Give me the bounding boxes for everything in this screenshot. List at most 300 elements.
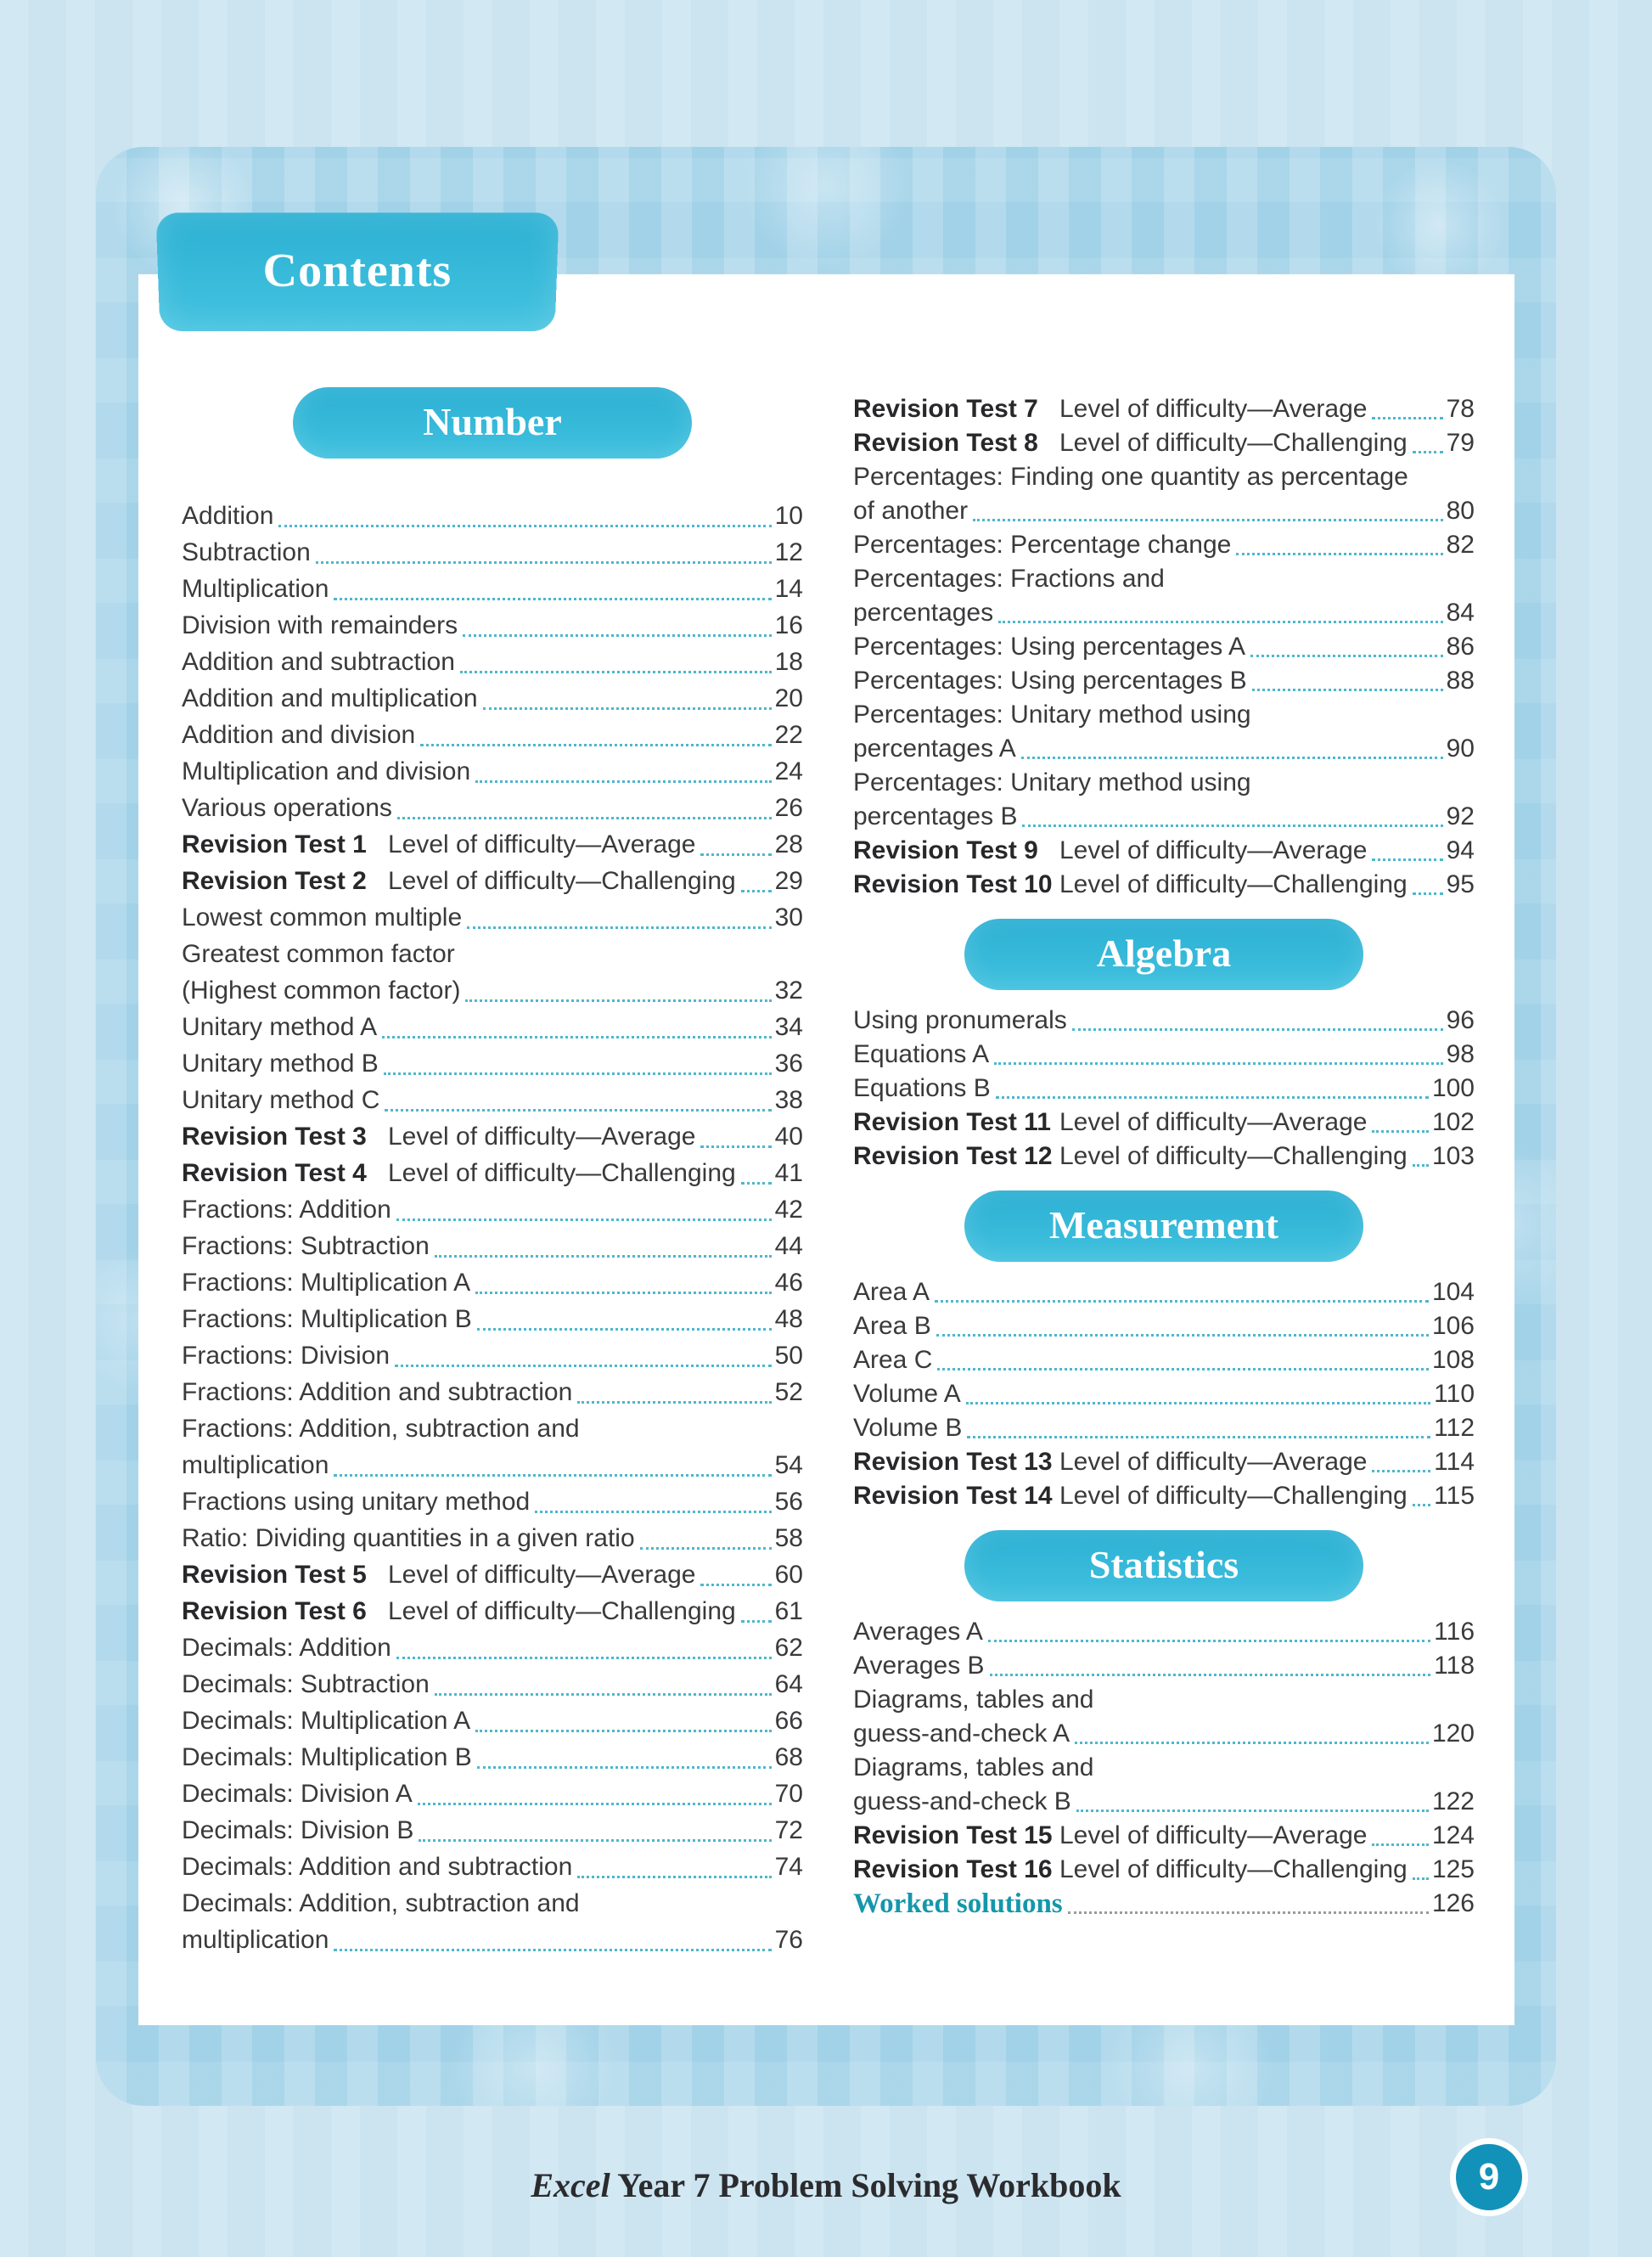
toc-entry-wrapped <box>853 1751 1475 1819</box>
entry-page-number: 46 <box>774 1269 803 1297</box>
entry-title: Averages B <box>853 1652 985 1680</box>
entry-title: Decimals: Subtraction <box>182 1670 430 1698</box>
toc-entry-revision <box>853 868 1475 902</box>
dot-leader <box>1372 858 1442 861</box>
entry-title: Fractions: Multiplication A <box>182 1269 471 1297</box>
entry-title: Division with remainders <box>182 611 458 639</box>
dot-leader <box>435 1693 772 1696</box>
toc-entry <box>182 717 803 753</box>
dot-leader <box>990 1674 1431 1676</box>
entry-page-number: 96 <box>1446 1006 1475 1034</box>
entry-title: Fractions: Division <box>182 1342 391 1370</box>
revision-test-label: Revision Test 14 <box>853 1482 1053 1510</box>
dot-leader <box>418 1803 772 1805</box>
dot-leader <box>1372 417 1442 419</box>
entry-page-number: 94 <box>1446 836 1475 864</box>
dot-leader <box>1072 1028 1443 1031</box>
toc-entry <box>182 1849 803 1885</box>
revision-test-label: Revision Test 9 <box>853 836 1038 864</box>
difficulty-label: Level of difficulty—Average <box>388 1123 696 1151</box>
section-heading: Algebra <box>1096 931 1232 975</box>
toc-entry-revision <box>182 1593 803 1629</box>
entry-page-number: 40 <box>774 1123 803 1151</box>
entry-page-number: 38 <box>774 1086 803 1114</box>
toc-entry-revision <box>853 426 1475 460</box>
dot-leader <box>278 525 771 527</box>
dot-leader <box>419 1839 771 1842</box>
difficulty-label: Level of difficulty—Challenging <box>1059 1855 1408 1883</box>
revision-test-label: Revision Test 10 <box>853 870 1053 898</box>
dot-leader <box>1413 451 1443 453</box>
entry-title: Volume A <box>853 1380 961 1408</box>
entry-page-number: 102 <box>1431 1108 1475 1136</box>
entry-title-line1: Diagrams, tables and <box>853 1686 1094 1714</box>
difficulty-label: Level of difficulty—Challenging <box>1059 1142 1408 1170</box>
dot-leader <box>935 1300 1429 1303</box>
dot-leader <box>477 1766 772 1769</box>
section-pill <box>293 387 692 459</box>
dot-leader <box>1372 1470 1430 1472</box>
entry-title: Multiplication and division <box>182 757 471 785</box>
dot-leader <box>1413 1504 1430 1506</box>
entry-title-line2: (Highest common factor) <box>182 977 461 1005</box>
entry-page-number: 48 <box>774 1305 803 1333</box>
entry-title-line1: Percentages: Unitary method using <box>853 768 1251 796</box>
page-title: Contents <box>262 245 452 297</box>
entry-page-number: 125 <box>1431 1855 1475 1883</box>
toc-entry <box>182 1629 803 1666</box>
entry-title-line1: Percentages: Unitary method using <box>853 701 1251 729</box>
entry-title: Unitary method B <box>182 1050 379 1078</box>
dot-leader <box>316 561 772 564</box>
toc-entry <box>853 1615 1475 1649</box>
toc-entry <box>853 1343 1475 1377</box>
difficulty-label: Level of difficulty—Challenging <box>1059 870 1408 898</box>
toc-entry-revision <box>853 1445 1475 1479</box>
entry-title: Ratio: Dividing quantities in a given ratio <box>182 1524 635 1552</box>
entry-page-number: 42 <box>774 1196 803 1224</box>
dot-leader <box>382 1036 772 1038</box>
toc-entry <box>182 1009 803 1045</box>
toc-entry-revision <box>182 826 803 863</box>
dot-leader <box>996 1096 1429 1099</box>
difficulty-label: Level of difficulty—Average <box>388 830 696 858</box>
toc-entry <box>182 498 803 534</box>
dot-leader <box>700 853 771 856</box>
entry-title-line1: Greatest common factor <box>182 940 455 968</box>
entry-page-number: 32 <box>774 977 803 1005</box>
entry-title-line2: guess-and-check B <box>853 1787 1071 1815</box>
toc-entry <box>853 1004 1475 1038</box>
entry-title-line2: guess-and-check A <box>853 1719 1070 1748</box>
footer-book-title <box>0 2165 1652 2205</box>
entry-page-number: 50 <box>774 1342 803 1370</box>
dot-leader <box>483 707 772 710</box>
entry-title: Addition and multiplication <box>182 684 478 712</box>
entry-page-number: 116 <box>1434 1618 1475 1646</box>
dot-leader <box>1372 1843 1429 1846</box>
entry-title: Volume B <box>853 1414 963 1442</box>
dot-leader <box>640 1547 772 1550</box>
revision-test-label: Revision Test 4 <box>182 1159 367 1187</box>
dot-leader <box>1021 757 1443 759</box>
entry-page-number: 12 <box>774 538 803 566</box>
entry-page-number: 26 <box>774 794 803 822</box>
dot-leader <box>700 1145 771 1148</box>
revision-test-label: Revision Test 12 <box>853 1142 1053 1170</box>
dot-leader <box>988 1640 1430 1642</box>
toc-entry <box>182 1301 803 1337</box>
toc-entry <box>853 1649 1475 1683</box>
toc-entry <box>853 1072 1475 1106</box>
dot-leader <box>1413 892 1443 895</box>
entry-title-line2: of another <box>853 497 969 525</box>
difficulty-label: Level of difficulty—Average <box>1059 1108 1368 1136</box>
dot-leader <box>334 1949 771 1951</box>
revision-test-label: Revision Test 8 <box>853 429 1038 457</box>
entry-title-line1: Percentages: Finding one quantity as percentage <box>853 463 1408 491</box>
toc-entry-revision <box>853 392 1475 426</box>
section-heading: Statistics <box>1088 1542 1239 1586</box>
entry-page-number: 56 <box>774 1488 803 1516</box>
entry-page-number: 62 <box>774 1634 803 1662</box>
toc-entry <box>853 1038 1475 1072</box>
toc-entry-revision <box>853 1819 1475 1853</box>
dot-leader <box>535 1511 771 1513</box>
toc-entry-wrapped <box>853 698 1475 766</box>
entry-page-number: 103 <box>1431 1142 1475 1170</box>
entry-title-line1: Diagrams, tables and <box>853 1753 1094 1781</box>
entry-page-number: 104 <box>1431 1278 1475 1306</box>
revision-test-label: Revision Test 13 <box>853 1448 1053 1476</box>
dot-leader <box>741 890 772 892</box>
toc-entry <box>182 680 803 717</box>
dot-leader <box>973 519 1443 521</box>
dot-leader <box>460 671 772 673</box>
toc-entry <box>182 571 803 607</box>
entry-page-number: 34 <box>774 1013 803 1041</box>
entry-title: Averages A <box>853 1618 983 1646</box>
dot-leader <box>475 780 771 783</box>
entry-title: Area A <box>853 1278 930 1306</box>
entry-page-number: 88 <box>1446 667 1475 695</box>
entry-title: Lowest common multiple <box>182 903 463 932</box>
entry-page-number: 54 <box>774 1451 803 1479</box>
dot-leader <box>1413 1877 1429 1880</box>
entry-page-number: 106 <box>1431 1312 1475 1340</box>
dot-leader <box>741 1620 772 1623</box>
entry-title-line2: percentages A <box>853 735 1016 763</box>
entry-title: Decimals: Addition and subtraction <box>182 1853 573 1881</box>
entry-title: Decimals: Multiplication A <box>182 1707 471 1735</box>
entry-page-number: 20 <box>774 684 803 712</box>
entry-title-line1: Fractions: Addition, subtraction and <box>182 1415 580 1443</box>
dot-leader <box>1068 1911 1429 1914</box>
toc-entry <box>182 1776 803 1812</box>
dot-leader <box>384 1072 772 1075</box>
entry-page-number: 108 <box>1431 1346 1475 1374</box>
toc-entry-worked-solutions <box>853 1887 1475 1921</box>
toc-entry-revision <box>182 1118 803 1155</box>
toc-entry <box>182 1082 803 1118</box>
toc-entry-revision <box>853 1140 1475 1174</box>
entry-page-number: 16 <box>774 611 803 639</box>
toc-entry <box>853 1309 1475 1343</box>
dot-leader <box>1413 1164 1429 1167</box>
entry-page-number: 18 <box>774 648 803 676</box>
difficulty-label: Level of difficulty—Average <box>1059 395 1368 423</box>
toc-entry <box>182 1264 803 1301</box>
entry-title: Addition and subtraction <box>182 648 455 676</box>
entry-title: Multiplication <box>182 575 329 603</box>
dot-leader <box>936 1334 1429 1337</box>
section-heading: Number <box>423 399 562 443</box>
entry-page-number: 24 <box>774 757 803 785</box>
difficulty-label: Level of difficulty—Challenging <box>1059 1482 1408 1510</box>
dot-leader <box>435 1255 772 1258</box>
section-pill <box>964 1530 1363 1601</box>
dot-leader <box>1022 825 1442 827</box>
dot-leader <box>998 621 1443 623</box>
difficulty-label: Level of difficulty—Average <box>388 1561 696 1589</box>
difficulty-label: Level of difficulty—Challenging <box>1059 429 1408 457</box>
entry-page-number: 44 <box>774 1232 803 1260</box>
entry-title: Equations B <box>853 1074 991 1102</box>
entry-title: Fractions: Subtraction <box>182 1232 430 1260</box>
entry-page-number: 90 <box>1446 735 1475 763</box>
difficulty-label: Level of difficulty—Average <box>1059 836 1368 864</box>
toc-entry <box>182 1483 803 1520</box>
entry-title: Addition <box>182 502 274 530</box>
entry-page-number: 100 <box>1431 1074 1475 1102</box>
entry-page-number: 29 <box>774 867 803 895</box>
entry-title: Equations A <box>853 1040 990 1068</box>
revision-test-label: Revision Test 7 <box>853 395 1038 423</box>
dot-leader <box>577 1401 771 1404</box>
entry-title: Decimals: Division A <box>182 1780 413 1808</box>
entry-title: Percentages: Using percentages A <box>853 633 1245 661</box>
page-number: 9 <box>1478 2156 1500 2198</box>
toc-entry-wrapped <box>182 1885 803 1958</box>
entry-page-number: 36 <box>774 1050 803 1078</box>
dot-leader <box>397 817 772 819</box>
revision-test-label: Revision Test 6 <box>182 1597 367 1625</box>
dot-leader <box>395 1365 772 1367</box>
toc-entry <box>182 1812 803 1849</box>
revision-test-label: Revision Test 2 <box>182 867 367 895</box>
toc-entry <box>853 630 1475 664</box>
footer-title-rest: Year 7 Problem Solving Workbook <box>610 2166 1121 2204</box>
entry-title: Various operations <box>182 794 392 822</box>
entry-page-number: 114 <box>1434 1448 1475 1476</box>
entry-page-number: 76 <box>774 1926 803 1954</box>
entry-page-number: 120 <box>1431 1719 1475 1748</box>
revision-test-label: Revision Test 15 <box>853 1821 1053 1849</box>
difficulty-label: Level of difficulty—Challenging <box>388 1597 736 1625</box>
entry-page-number: 52 <box>774 1378 803 1406</box>
toc-entry <box>182 607 803 644</box>
dot-leader <box>334 1474 771 1477</box>
toc-entry-wrapped <box>182 1410 803 1483</box>
entry-page-number: 58 <box>774 1524 803 1552</box>
dot-leader <box>385 1109 771 1112</box>
entry-title: Addition and division <box>182 721 416 749</box>
dot-leader <box>475 1730 772 1732</box>
dot-leader <box>1075 1742 1429 1744</box>
difficulty-label: Level of difficulty—Challenging <box>388 1159 736 1187</box>
entry-title: Fractions: Addition <box>182 1196 391 1224</box>
dot-leader <box>477 1328 772 1331</box>
toc-entry <box>182 644 803 680</box>
difficulty-label: Level of difficulty—Challenging <box>388 867 736 895</box>
entry-page-number: 110 <box>1434 1380 1475 1408</box>
entry-page-number: 92 <box>1446 802 1475 830</box>
entry-title: Using pronumerals <box>853 1006 1067 1034</box>
toc-entry <box>853 1411 1475 1445</box>
toc-entry-wrapped <box>853 766 1475 834</box>
entry-title: Fractions using unitary method <box>182 1488 531 1516</box>
entry-page-number: 95 <box>1446 870 1475 898</box>
entry-page-number: 122 <box>1431 1787 1475 1815</box>
dot-leader <box>334 598 771 600</box>
toc-entry-wrapped <box>853 1683 1475 1751</box>
toc-entry <box>182 1520 803 1556</box>
dot-leader <box>1252 689 1443 691</box>
entry-title-line2: percentages B <box>853 802 1018 830</box>
dot-leader <box>700 1584 771 1586</box>
dot-leader <box>465 999 771 1002</box>
toc-entry <box>182 1045 803 1082</box>
entry-title: Decimals: Division B <box>182 1816 414 1844</box>
toc-entry <box>182 534 803 571</box>
toc-column-right <box>853 374 1475 1921</box>
revision-test-label: Revision Test 11 <box>853 1108 1051 1136</box>
entry-page-number: 68 <box>774 1743 803 1771</box>
entry-page-number: 112 <box>1434 1414 1475 1442</box>
toc-entry <box>182 1191 803 1228</box>
difficulty-label: Level of difficulty—Average <box>1059 1448 1368 1476</box>
entry-page-number: 22 <box>774 721 803 749</box>
toc-entry <box>182 1703 803 1739</box>
entry-title-line1: Decimals: Addition, subtraction and <box>182 1889 580 1917</box>
entry-page-number: 118 <box>1434 1652 1475 1680</box>
entry-page-number: 74 <box>774 1853 803 1881</box>
toc-entry-revision <box>853 1853 1475 1887</box>
entry-page-number: 78 <box>1446 395 1475 423</box>
toc-entry <box>182 1374 803 1410</box>
toc-entry-wrapped <box>853 562 1475 630</box>
dot-leader <box>467 926 771 929</box>
entry-page-number: 28 <box>774 830 803 858</box>
entry-page-number: 30 <box>774 903 803 932</box>
section-heading: Measurement <box>1049 1202 1278 1247</box>
toc-entry-revision <box>182 863 803 899</box>
dot-leader <box>1076 1810 1429 1812</box>
entry-page-number: 126 <box>1431 1889 1475 1917</box>
entry-title: Area C <box>853 1346 933 1374</box>
entry-page-number: 98 <box>1446 1040 1475 1068</box>
entry-title-line2: multiplication <box>182 1451 329 1479</box>
footer-series-name: Excel <box>531 2166 610 2204</box>
toc-entry <box>182 1228 803 1264</box>
toc-entry-revision <box>853 1479 1475 1513</box>
entry-page-number: 86 <box>1446 633 1475 661</box>
revision-test-label: Revision Test 16 <box>853 1855 1053 1883</box>
toc-entry <box>853 528 1475 562</box>
difficulty-label: Level of difficulty—Average <box>1059 1821 1368 1849</box>
toc-entry <box>853 664 1475 698</box>
toc-entry-revision <box>182 1155 803 1191</box>
toc-entry-revision <box>853 1106 1475 1140</box>
toc-entry <box>182 1337 803 1374</box>
entry-title: Percentages: Percentage change <box>853 531 1232 559</box>
entry-title: Unitary method C <box>182 1086 380 1114</box>
entry-title: Decimals: Addition <box>182 1634 391 1662</box>
dot-leader <box>967 1436 1430 1438</box>
dot-leader <box>1250 655 1443 657</box>
entry-title: Fractions: Multiplication B <box>182 1305 472 1333</box>
entry-page-number: 115 <box>1434 1482 1475 1510</box>
section-pill <box>964 1190 1363 1262</box>
dot-leader <box>577 1876 771 1878</box>
revision-test-label: Revision Test 1 <box>182 830 367 858</box>
entry-page-number: 14 <box>774 575 803 603</box>
entry-page-number: 10 <box>774 502 803 530</box>
entry-page-number: 82 <box>1446 531 1475 559</box>
dot-leader <box>966 1402 1430 1404</box>
entry-title: Percentages: Using percentages B <box>853 667 1247 695</box>
toc-column-left <box>182 374 803 1958</box>
dot-leader <box>396 1219 772 1221</box>
dot-leader <box>1372 1130 1429 1133</box>
entry-title-line1: Percentages: Fractions and <box>853 565 1165 593</box>
entry-title: Fractions: Addition and subtraction <box>182 1378 573 1406</box>
entry-title: Area B <box>853 1312 931 1340</box>
entry-title-line2: percentages <box>853 599 994 627</box>
entry-title: Worked solutions <box>853 1888 1063 1919</box>
dot-leader <box>396 1657 772 1659</box>
entry-page-number: 66 <box>774 1707 803 1735</box>
toc-entry-wrapped <box>853 460 1475 528</box>
dot-leader <box>475 1292 771 1294</box>
dot-leader <box>741 1182 772 1185</box>
page-number-badge <box>1450 2138 1528 2216</box>
entry-page-number: 80 <box>1446 497 1475 525</box>
toc-entry <box>182 1666 803 1703</box>
dot-leader <box>1236 553 1442 555</box>
toc-entry-revision <box>853 834 1475 868</box>
dot-leader <box>463 634 772 637</box>
dot-leader <box>420 744 771 746</box>
entry-page-number: 70 <box>774 1780 803 1808</box>
toc-entry <box>182 899 803 936</box>
entry-page-number: 41 <box>774 1159 803 1187</box>
toc-entry <box>853 1377 1475 1411</box>
contents-banner <box>156 213 559 331</box>
entry-page-number: 64 <box>774 1670 803 1698</box>
entry-title: Unitary method A <box>182 1013 378 1041</box>
entry-page-number: 60 <box>774 1561 803 1589</box>
revision-test-label: Revision Test 3 <box>182 1123 367 1151</box>
toc-entry <box>853 1275 1475 1309</box>
entry-page-number: 61 <box>774 1597 803 1625</box>
toc-entry-revision <box>182 1556 803 1593</box>
toc-entry-wrapped <box>182 936 803 1009</box>
entry-title: Subtraction <box>182 538 311 566</box>
section-pill <box>964 919 1363 990</box>
entry-title-line2: multiplication <box>182 1926 329 1954</box>
revision-test-label: Revision Test 5 <box>182 1561 367 1589</box>
